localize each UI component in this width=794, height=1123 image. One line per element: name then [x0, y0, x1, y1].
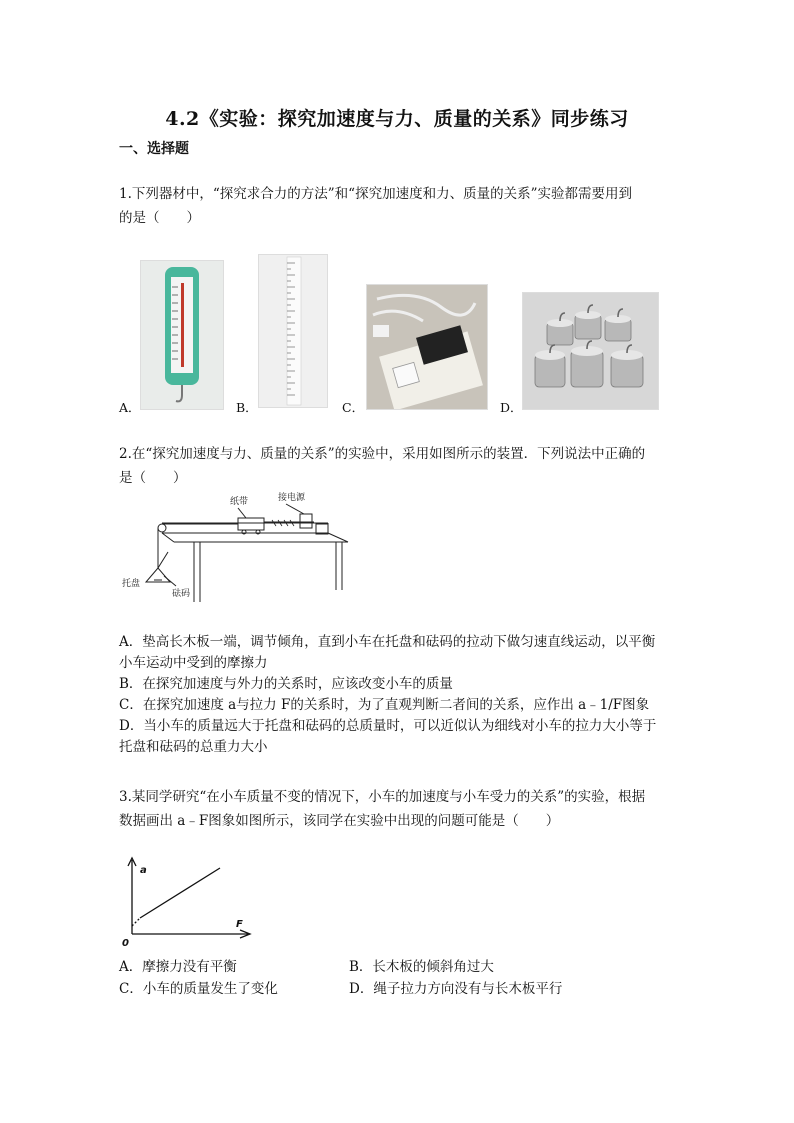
graph-x-label: F [236, 919, 243, 930]
q1-option-a-label: A． [119, 400, 141, 415]
q2-option-a-line-2: 小车运动中受到的摩擦力 [119, 655, 268, 671]
q2-option-d-line-2: 托盘和砝码的总重力大小 [119, 739, 268, 755]
q2-option-d-line-1: D．当小车的质量远大于托盘和砝码的总质量时，可以近似认为细线对小车的拉力大小等于 [119, 718, 657, 734]
q1-option-d-label: D． [500, 400, 523, 415]
q3-option-c: C．小车的质量发生了变化 [119, 981, 278, 997]
question-2-options [119, 632, 679, 758]
section-heading: 一、选择题 [119, 141, 189, 157]
graph-origin-label: 0 [122, 938, 129, 948]
label-power: 接电源 [278, 493, 306, 503]
question-3-line-1: 3.某同学研究“在小车质量不变的情况下，小车的加速度与小车受力的关系”的实验，根据 [119, 789, 646, 805]
q3-option-b: B．长木板的倾斜角过大 [349, 959, 494, 975]
question-2-stem [119, 442, 679, 490]
q2-option-a-line-1: A．垫高长木板一端，调节倾角，直到小车在托盘和砝码的拉动下做匀速直线运动，以平衡 [119, 634, 656, 650]
a-f-graph [116, 856, 256, 948]
label-weight: 砝码 [172, 589, 191, 599]
question-1-stem [119, 182, 679, 230]
q2-option-c: C．在探究加速度 a与拉力 F的关系时，为了直观判断二者间的关系，应作出 a﹣1/F图象 [119, 697, 650, 713]
question-2-line-1: 2.在“探究加速度与力、质量的关系”的实验中，采用如图所示的装置．下列说法中正确的 [119, 446, 646, 462]
q2-option-b: B．在探究加速度与外力的关系时，应该改变小车的质量 [119, 676, 453, 692]
question-3-stem [119, 785, 679, 833]
label-tray: 托盘 [122, 579, 141, 589]
label-tape: 纸带 [230, 497, 249, 507]
question-3-line-2: 数据画出 a﹣F图象如图所示，该同学在实验中出现的问题可能是（ ） [119, 813, 560, 829]
apparatus-diagram [118, 490, 358, 606]
ruler-image [258, 254, 328, 408]
question-1-line-1: 1.下列器材中，“探究求合力的方法”和“探究加速度和力、质量的关系”实验都需要用到 [119, 186, 632, 202]
spring-scale-image [140, 260, 224, 410]
question-2-line-2: 是（ ） [119, 470, 187, 486]
graph-y-label: a [140, 865, 147, 876]
q3-option-a: A．摩擦力没有平衡 [119, 959, 237, 975]
weights-image [522, 292, 659, 410]
question-1-line-2: 的是（ ） [119, 210, 200, 226]
q1-option-b-label: B． [236, 400, 258, 415]
page-title: 4.2《实验：探究加速度与力、质量的关系》同步练习 [165, 108, 629, 130]
q1-option-c-label: C． [342, 400, 365, 415]
q3-option-d: D．绳子拉力方向没有与长木板平行 [349, 981, 563, 997]
timer-image [366, 284, 488, 410]
